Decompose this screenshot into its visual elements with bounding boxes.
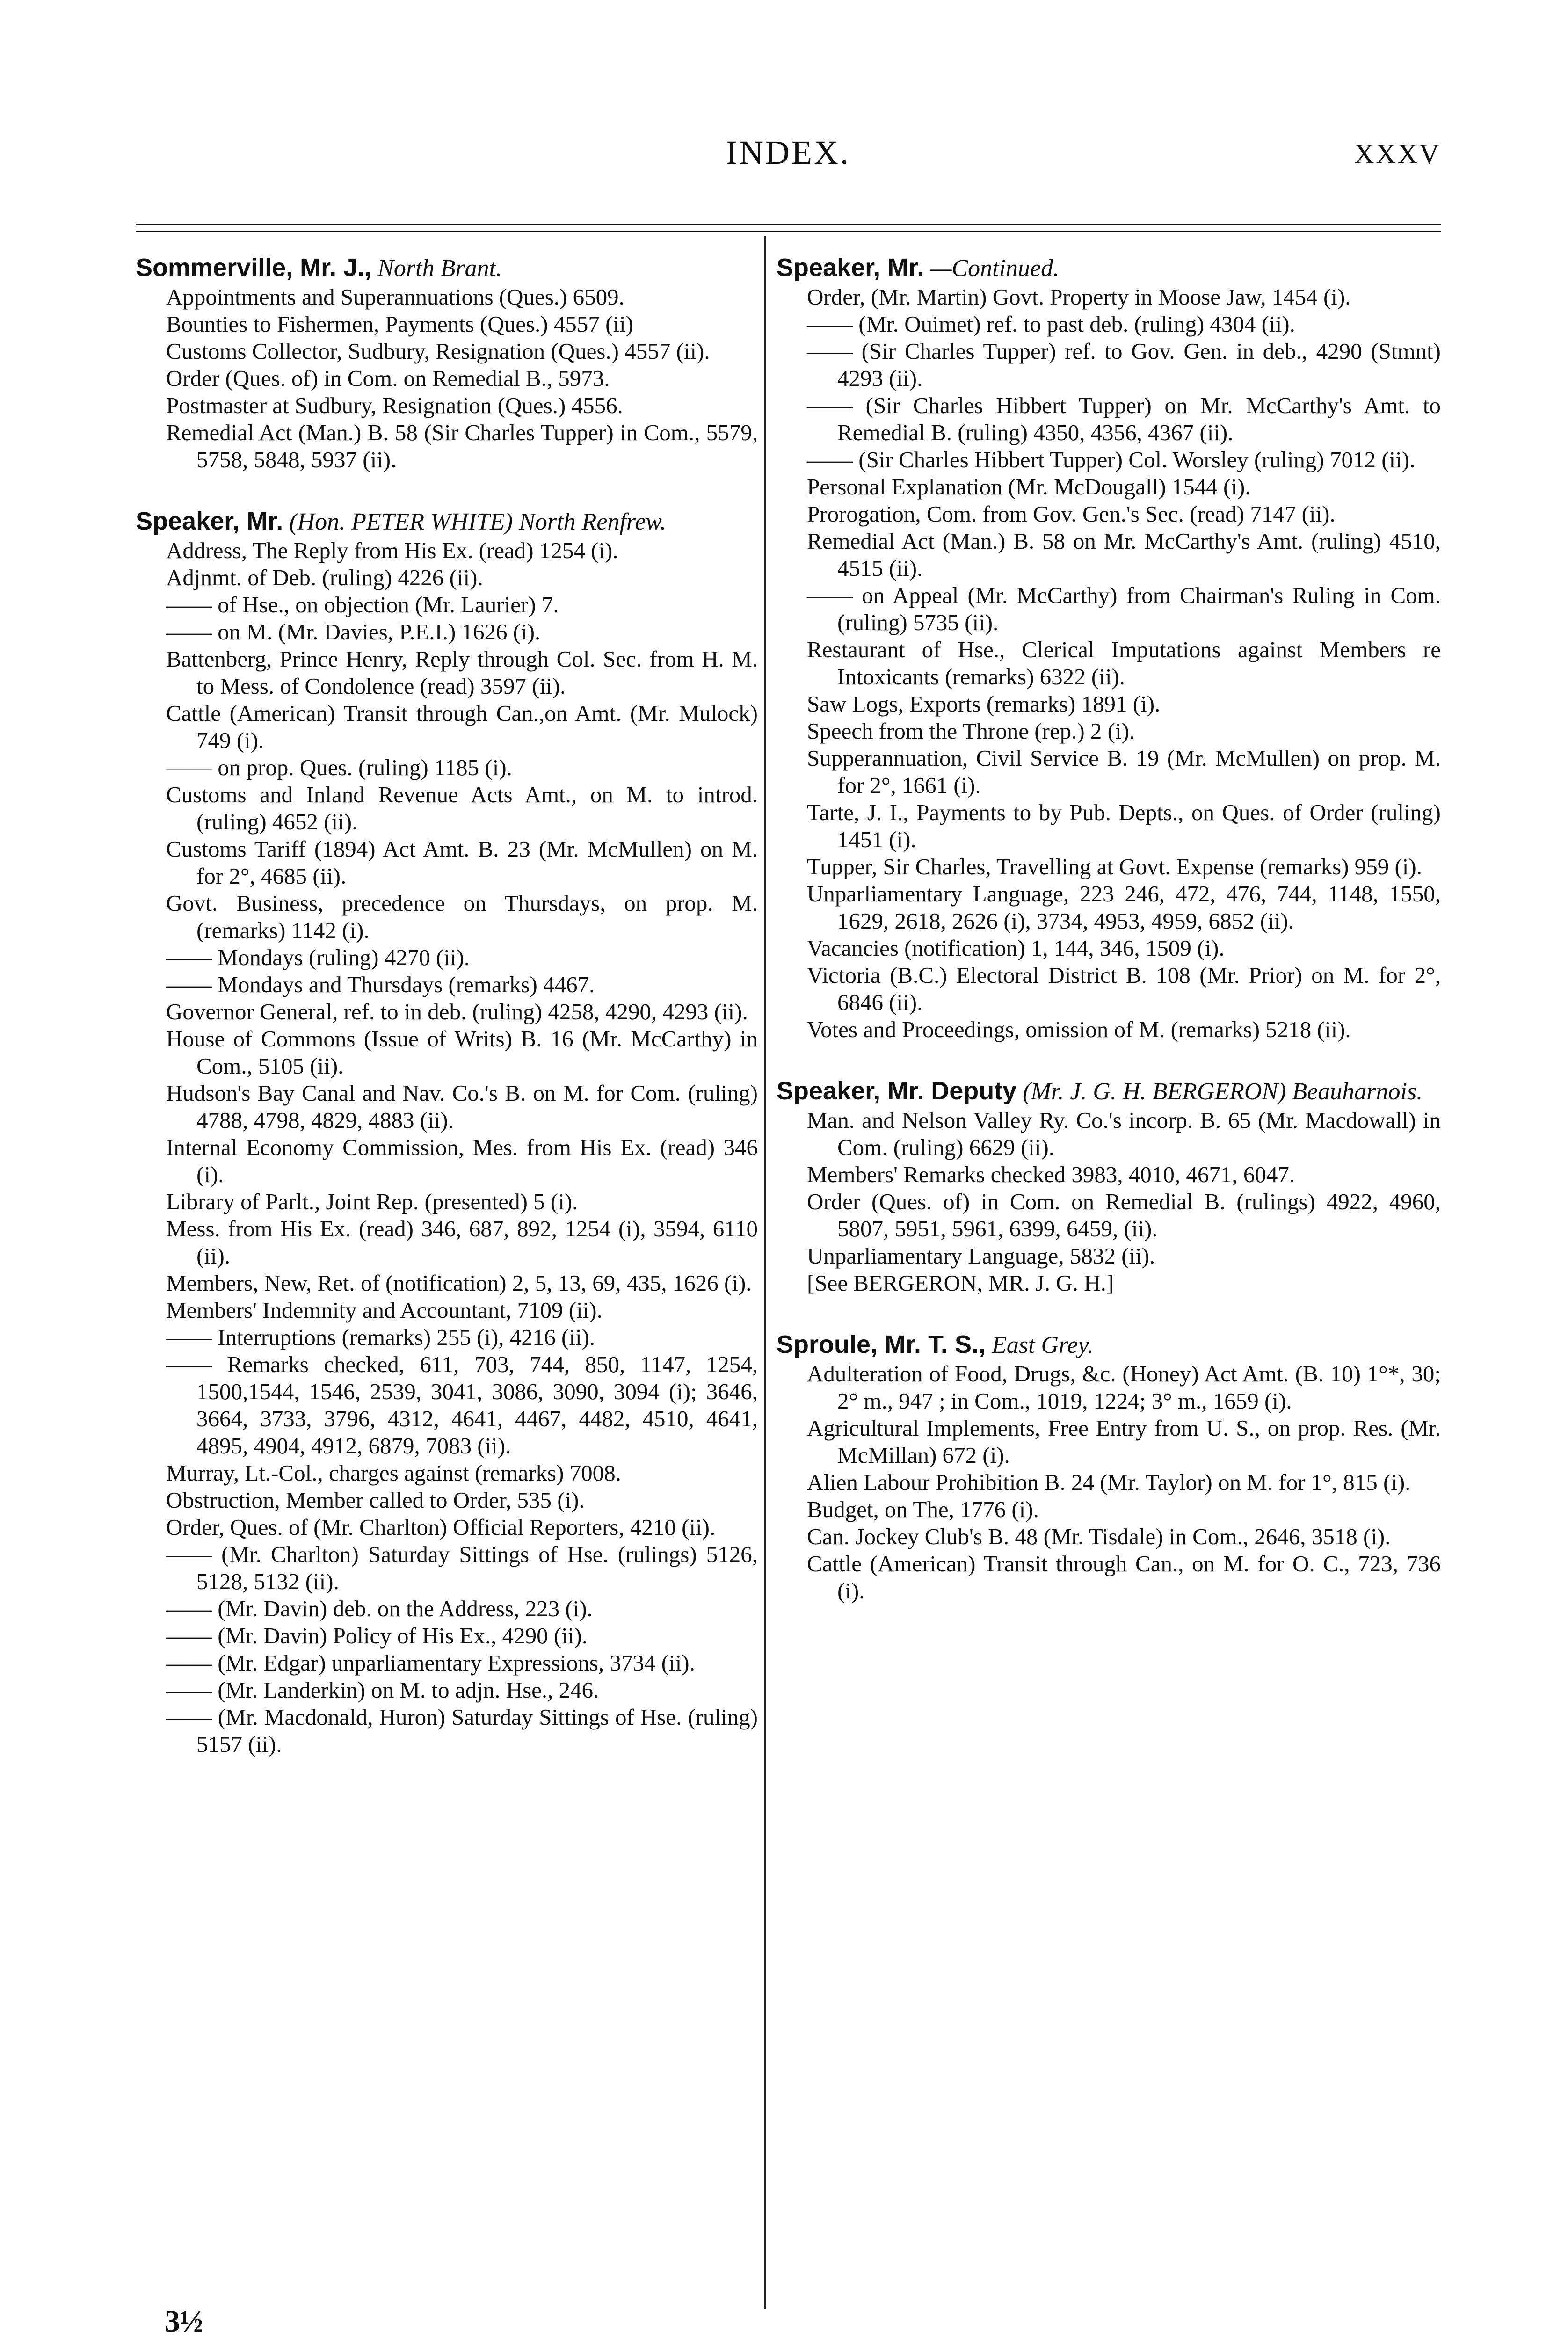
member-description: —Continued. xyxy=(930,255,1060,282)
index-entry: —— on Appeal (Mr. McCarthy) from Chairman's Ruling in Com. (ruling) 5735 (ii). xyxy=(807,582,1441,635)
header-rule-thick xyxy=(136,224,1441,225)
index-entry: Tarte, J. I., Payments to by Pub. Depts., on Ques. of Order (ruling) 1451 (i). xyxy=(807,799,1441,852)
index-entry: —— Remarks checked, 611, 703, 744, 850, 1147, 1254, 1500,1544, 1546, 2539, 3041, 3086, 3090, 3094 (i); 3646, 3664, 3733, 3796, 4312, 4641, 4467, 4482, 4510, 4641, 4895, 4904, 4912, 6879, 7083 (ii). xyxy=(166,1351,758,1459)
index-entry: —— (Mr. Edgar) unparliamentary Expressions, 3734 (ii). xyxy=(166,1650,695,1676)
section-heading xyxy=(136,506,758,537)
column-divider xyxy=(764,236,766,2309)
index-entry: Customs and Inland Revenue Acts Amt., on M. to introd. (ruling) 4652 (ii). xyxy=(166,782,758,835)
folio-signature: 3½ xyxy=(165,2304,203,2339)
index-entry: [See BERGERON, MR. J. G. H.] xyxy=(807,1270,1114,1296)
section-heading xyxy=(777,253,1441,283)
index-entry: Prorogation, Com. from Gov. Gen.'s Sec. (read) 7147 (ii). xyxy=(807,501,1336,527)
index-entry: Agricultural Implements, Free Entry from U. S., on prop. Res. (Mr. McMillan) 672 (i). xyxy=(807,1415,1441,1468)
index-entry: Order (Ques. of) in Com. on Remedial B. (rulings) 4922, 4960, 5807, 5951, 5961, 6399, 6459, (ii). xyxy=(807,1189,1441,1242)
index-entry: —— (Mr. Davin) deb. on the Address, 223 (i). xyxy=(166,1596,593,1621)
index-entry: Man. and Nelson Valley Ry. Co.'s incorp. B. 65 (Mr. Macdowall) in Com. (ruling) 6629 (ii). xyxy=(807,1107,1441,1160)
index-entry: Personal Explanation (Mr. McDougall) 1544 (i). xyxy=(807,474,1251,500)
index-entry: Cattle (American) Transit through Can., on M. for O. C., 723, 736 (i). xyxy=(807,1551,1441,1604)
member-description: (Mr. J. G. H. BERGERON) Beauharnois. xyxy=(1023,1078,1423,1105)
index-entry: —— on prop. Ques. (ruling) 1185 (i). xyxy=(166,755,512,780)
page-title: INDEX. xyxy=(726,134,850,171)
section-heading xyxy=(136,253,758,283)
index-entry: Governor General, ref. to in deb. (ruling) 4258, 4290, 4293 (ii). xyxy=(166,999,748,1024)
entry-list xyxy=(777,283,1441,1043)
index-entry: —— Interruptions (remarks) 255 (i), 4216 (ii). xyxy=(166,1324,595,1350)
index-entry: Mess. from His Ex. (read) 346, 687, 892, 1254 (i), 3594, 6110 (ii). xyxy=(166,1216,758,1269)
index-entry: Address, The Reply from His Ex. (read) 1254 (i). xyxy=(166,538,618,563)
index-entry: —— (Sir Charles Hibbert Tupper) on Mr. McCarthy's Amt. to Remedial B. (ruling) 4350, 4356, 4367 (ii). xyxy=(807,392,1441,445)
index-entry: Customs Tariff (1894) Act Amt. B. 23 (Mr. McMullen) on M. for 2°, 4685 (ii). xyxy=(166,836,758,889)
index-entry: —— on M. (Mr. Davies, P.E.I.) 1626 (i). xyxy=(166,619,541,645)
index-entry: Unparliamentary Language, 223 246, 472, 476, 744, 1148, 1550, 1629, 2618, 2626 (i), 3734, 4953, 4959, 6852 (ii). xyxy=(807,881,1441,934)
index-entry: House of Commons (Issue of Writs) B. 16 (Mr. McCarthy) in Com., 5105 (ii). xyxy=(166,1026,758,1079)
index-entry: —— Mondays (ruling) 4270 (ii). xyxy=(166,944,470,970)
index-entry: Restaurant of Hse., Clerical Imputations against Members re Intoxicants (remarks) 6322 (ii). xyxy=(807,637,1441,690)
index-entry: Hudson's Bay Canal and Nav. Co.'s B. on M. for Com. (ruling) 4788, 4798, 4829, 4883 (ii). xyxy=(166,1080,758,1133)
index-entry: Members, New, Ret. of (notification) 2, 5, 13, 69, 435, 1626 (i). xyxy=(166,1270,752,1296)
index-entry: Internal Economy Commission, Mes. from His Ex. (read) 346 (i). xyxy=(166,1134,758,1187)
index-section xyxy=(777,1076,1441,1297)
index-entry: Postmaster at Sudbury, Resignation (Ques.) 4556. xyxy=(166,392,623,418)
index-entry: Members' Indemnity and Accountant, 7109 (ii). xyxy=(166,1297,603,1323)
member-description: North Brant. xyxy=(377,255,502,282)
entry-list xyxy=(136,537,758,1758)
member-name: Speaker, Mr. xyxy=(777,254,924,282)
index-entry: Obstruction, Member called to Order, 535 (i). xyxy=(166,1487,585,1513)
index-entry: Bounties to Fishermen, Payments (Ques.) 4557 (ii) xyxy=(166,311,633,337)
index-entry: Adjnmt. of Deb. (ruling) 4226 (ii). xyxy=(166,565,483,590)
index-entry: Victoria (B.C.) Electoral District B. 108 (Mr. Prior) on M. for 2°, 6846 (ii). xyxy=(807,962,1441,1015)
index-entry: Library of Parlt., Joint Rep. (presented) 5 (i). xyxy=(166,1189,578,1214)
right-column xyxy=(777,253,1441,1637)
index-entry: Battenberg, Prince Henry, Reply through Col. Sec. from H. M. to Mess. of Condolence (read) 3597 (ii). xyxy=(166,646,758,699)
index-entry: —— (Sir Charles Hibbert Tupper) Col. Worsley (ruling) 7012 (ii). xyxy=(807,447,1416,472)
index-entry: Order, (Mr. Martin) Govt. Property in Moose Jaw, 1454 (i). xyxy=(807,284,1351,310)
index-entry: Govt. Business, precedence on Thursdays, on prop. M. (remarks) 1142 (i). xyxy=(166,890,758,943)
index-entry: Cattle (American) Transit through Can.,on Amt. (Mr. Mulock) 749 (i). xyxy=(166,700,758,753)
member-name: Speaker, Mr. Deputy xyxy=(777,1077,1017,1105)
index-section xyxy=(136,253,758,473)
index-entry: Budget, on The, 1776 (i). xyxy=(807,1496,1039,1522)
member-description: (Hon. PETER WHITE) North Renfrew. xyxy=(289,508,667,535)
index-entry: —— (Mr. Charlton) Saturday Sittings of Hse. (rulings) 5126, 5128, 5132 (ii). xyxy=(166,1541,758,1594)
index-section xyxy=(777,1329,1441,1605)
index-entry: —— (Mr. Ouimet) ref. to past deb. (ruling) 4304 (ii). xyxy=(807,311,1295,337)
index-entry: Supperannuation, Civil Service B. 19 (Mr. McMullen) on prop. M. for 2°, 1661 (i). xyxy=(807,745,1441,798)
section-heading xyxy=(777,1329,1441,1360)
member-name: Sproule, Mr. T. S., xyxy=(777,1330,986,1358)
index-entry: Vacancies (notification) 1, 144, 346, 1509 (i). xyxy=(807,935,1225,961)
index-entry: Adulteration of Food, Drugs, &c. (Honey) Act Amt. (B. 10) 1°*, 30; 2° m., 947 ; in Com., 1019, 1224; 3° m., 1659 (i). xyxy=(807,1361,1441,1414)
header-rule-thin xyxy=(136,231,1441,232)
index-entry: Members' Remarks checked 3983, 4010, 4671, 6047. xyxy=(807,1162,1295,1187)
member-name: Sommerville, Mr. J., xyxy=(136,254,372,282)
index-section xyxy=(136,506,758,1758)
index-entry: —— (Sir Charles Tupper) ref. to Gov. Gen. in deb., 4290 (Stmnt) 4293 (ii). xyxy=(807,338,1441,391)
entry-list xyxy=(136,283,758,473)
index-entry: Appointments and Superannuations (Ques.) 6509. xyxy=(166,284,624,310)
index-entry: Saw Logs, Exports (remarks) 1891 (i). xyxy=(807,691,1161,717)
section-heading xyxy=(777,1076,1441,1107)
index-entry: Alien Labour Prohibition B. 24 (Mr. Taylor) on M. for 1°, 815 (i). xyxy=(807,1469,1411,1495)
index-entry: Customs Collector, Sudbury, Resignation (Ques.) 4557 (ii). xyxy=(166,338,710,364)
index-entry: Murray, Lt.-Col., charges against (remarks) 7008. xyxy=(166,1460,621,1486)
index-entry: Order, Ques. of (Mr. Charlton) Official Reporters, 4210 (ii). xyxy=(166,1514,716,1540)
index-entry: Speech from the Throne (rep.) 2 (i). xyxy=(807,718,1135,744)
index-entry: —— of Hse., on objection (Mr. Laurier) 7. xyxy=(166,592,559,617)
index-entry: Remedial Act (Man.) B. 58 (Sir Charles Tupper) in Com., 5579, 5758, 5848, 5937 (ii). xyxy=(166,420,758,472)
index-entry: Votes and Proceedings, omission of M. (remarks) 5218 (ii). xyxy=(807,1017,1351,1042)
member-description: East Grey. xyxy=(992,1332,1094,1358)
index-entry: Order (Ques. of) in Com. on Remedial B., 5973. xyxy=(166,365,610,391)
page-header xyxy=(136,133,1441,189)
page-number: XXXV xyxy=(1354,138,1441,169)
member-name: Speaker, Mr. xyxy=(136,507,283,535)
entry-list xyxy=(777,1360,1441,1605)
index-entry: Unparliamentary Language, 5832 (ii). xyxy=(807,1243,1155,1269)
index-entry: —— (Mr. Macdonald, Huron) Saturday Sittings of Hse. (ruling) 5157 (ii). xyxy=(166,1704,758,1757)
index-entry: —— (Mr. Landerkin) on M. to adjn. Hse., 246. xyxy=(166,1677,599,1703)
index-entry: —— (Mr. Davin) Policy of His Ex., 4290 (ii). xyxy=(166,1623,588,1649)
index-entry: Tupper, Sir Charles, Travelling at Govt. Expense (remarks) 959 (i). xyxy=(807,854,1422,879)
index-entry: —— Mondays and Thursdays (remarks) 4467. xyxy=(166,972,595,997)
index-section xyxy=(777,253,1441,1043)
entry-list xyxy=(777,1107,1441,1297)
index-entry: Can. Jockey Club's B. 48 (Mr. Tisdale) in Com., 2646, 3518 (i). xyxy=(807,1524,1391,1549)
index-entry: Remedial Act (Man.) B. 58 on Mr. McCarthy's Amt. (ruling) 4510, 4515 (ii). xyxy=(807,528,1441,581)
left-column xyxy=(136,253,758,1791)
